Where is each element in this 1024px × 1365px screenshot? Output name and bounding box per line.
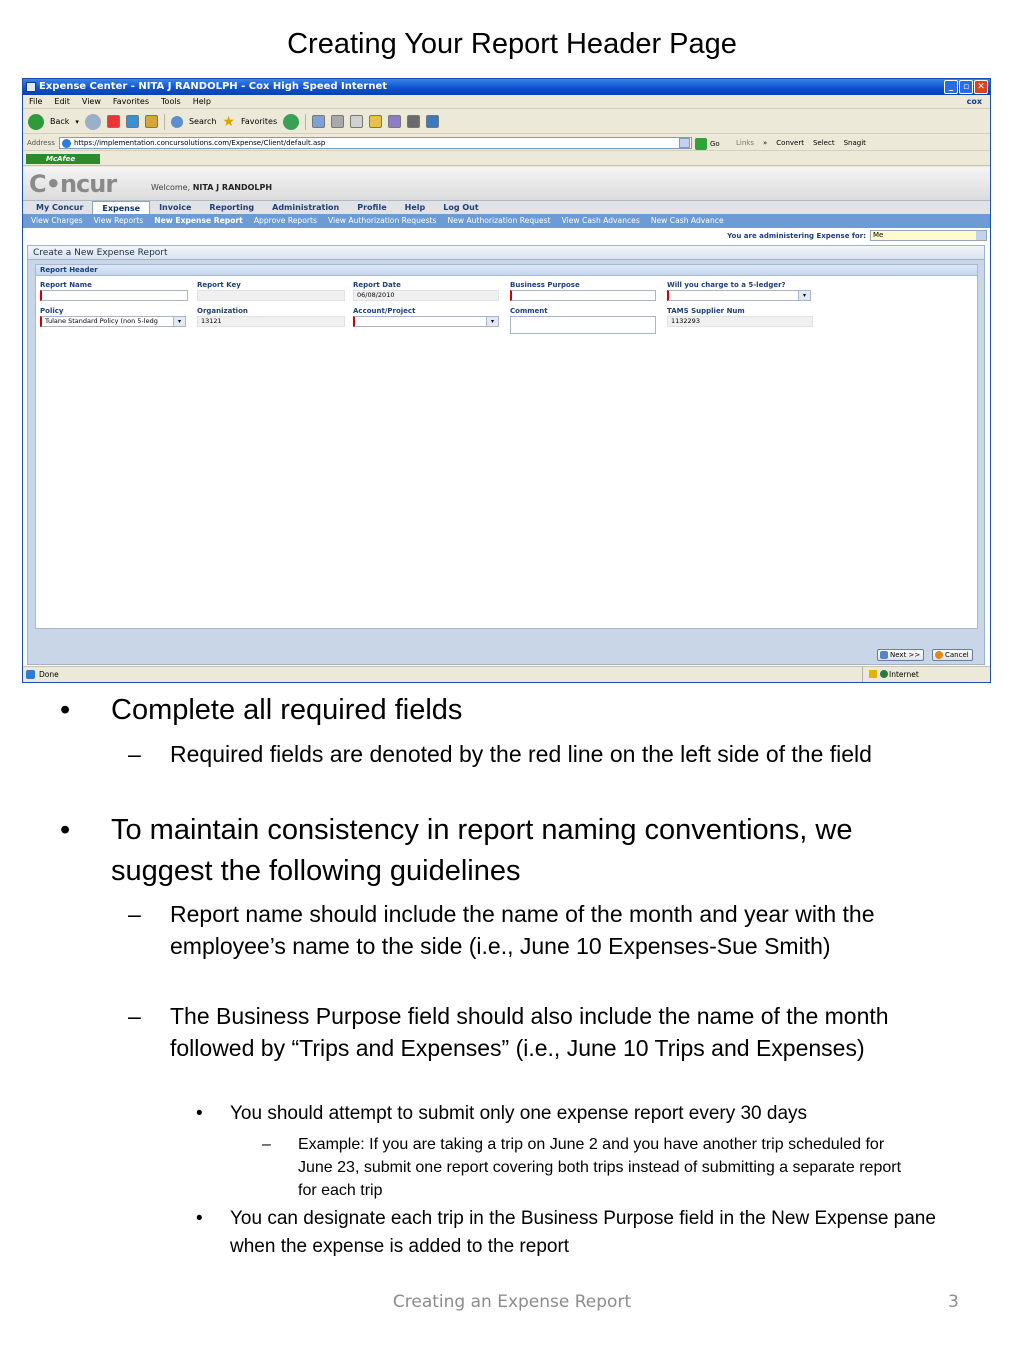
account-project-field bbox=[353, 307, 499, 327]
toolbar-separator bbox=[305, 114, 306, 130]
window-title: Expense Center - NITA J RANDOLPH - Cox High Speed Internet bbox=[39, 81, 388, 92]
cancel-label: Cancel bbox=[945, 651, 969, 659]
address-url: https://implementation.concursolutions.com/Expense/Client/default.asp bbox=[74, 139, 326, 147]
policy-label: Policy bbox=[40, 307, 64, 315]
subbullet-text: Report name should include the name of the month and year with the employee’s name to the side (i.e., June 10 Expenses-Sue Smith) bbox=[170, 901, 875, 959]
comment-label: Comment bbox=[510, 307, 548, 315]
status-bar bbox=[23, 666, 990, 682]
subnav-new-authorization-request[interactable]: New Authorization Request bbox=[447, 216, 551, 225]
bullet-required-fields bbox=[60, 690, 960, 731]
browser-toolbar bbox=[23, 110, 990, 134]
menu-favorites[interactable]: Favorites bbox=[112, 97, 150, 106]
policy-field bbox=[40, 307, 186, 327]
bullet-marker: • bbox=[60, 814, 71, 846]
business-purpose-input[interactable] bbox=[510, 290, 656, 301]
admin-selector bbox=[727, 230, 987, 241]
browser-window bbox=[22, 78, 991, 683]
business-purpose-field bbox=[510, 281, 656, 301]
concur-page bbox=[23, 167, 990, 667]
menu-edit[interactable]: Edit bbox=[54, 97, 70, 106]
subnav-view-cash-advances[interactable]: View Cash Advances bbox=[561, 216, 640, 225]
admin-label: You are administering Expense for: bbox=[727, 231, 866, 240]
report-key-value bbox=[197, 290, 345, 301]
tab-profile[interactable]: Profile bbox=[357, 203, 387, 212]
people-icon[interactable] bbox=[426, 115, 439, 128]
bullet-marker: • bbox=[196, 1208, 203, 1229]
favorites-label[interactable]: Favorites bbox=[240, 117, 278, 126]
chevron-down-icon: ▾ bbox=[486, 317, 498, 326]
account-project-label: Account/Project bbox=[353, 307, 416, 315]
subnav-approve-reports[interactable]: Approve Reports bbox=[253, 216, 317, 225]
menu-tools[interactable]: Tools bbox=[161, 97, 181, 106]
ie-app-icon bbox=[26, 82, 36, 92]
favorites-icon[interactable]: ★ bbox=[222, 113, 235, 130]
next-button[interactable] bbox=[877, 649, 924, 661]
tams-value: 1132293 bbox=[667, 316, 813, 327]
security-zone bbox=[862, 667, 990, 682]
example-text-block bbox=[262, 1133, 910, 1202]
example-text: Example: If you are taking a trip on June 2 and you have another trip scheduled for June 23, submit one report covering both trips instead of submitting a separate report for each trip bbox=[298, 1136, 902, 1199]
report-key-label: Report Key bbox=[197, 281, 241, 289]
subbullet-business-purpose bbox=[128, 1000, 940, 1064]
globe-icon bbox=[880, 670, 888, 678]
subbullet-red-line bbox=[128, 738, 940, 770]
bullet-naming-conventions bbox=[60, 810, 960, 892]
subsub-text: You should attempt to submit only one expense report every 30 days bbox=[230, 1103, 808, 1124]
comment-field bbox=[510, 307, 656, 334]
footer-title: Creating an Expense Report bbox=[392, 1292, 632, 1312]
next-label: Next >> bbox=[890, 651, 921, 659]
tab-help[interactable]: Help bbox=[404, 203, 426, 212]
subsub-designate-trip bbox=[196, 1205, 940, 1261]
edit-icon[interactable] bbox=[350, 115, 363, 128]
print-icon[interactable] bbox=[331, 115, 344, 128]
bullet-text: Complete all required fields bbox=[111, 694, 463, 726]
cox-logo: cox bbox=[966, 97, 982, 106]
go-button[interactable] bbox=[695, 136, 720, 152]
report-date-input[interactable]: 06/08/2010 bbox=[353, 290, 499, 301]
minimize-button[interactable]: _ bbox=[944, 80, 958, 94]
subnav-new-expense-report[interactable]: New Expense Report bbox=[154, 216, 243, 225]
create-report-panel bbox=[27, 245, 985, 665]
menu-view[interactable]: View bbox=[81, 97, 101, 106]
subnav-view-reports[interactable]: View Reports bbox=[93, 216, 144, 225]
address-dropdown-icon[interactable] bbox=[679, 138, 690, 148]
address-label: Address bbox=[27, 139, 55, 147]
account-project-select[interactable] bbox=[353, 316, 499, 327]
cancel-button[interactable] bbox=[932, 649, 973, 661]
chevron-down-icon: ▾ bbox=[173, 317, 185, 326]
history-icon[interactable] bbox=[283, 114, 299, 130]
menu-help[interactable]: Help bbox=[192, 97, 211, 106]
lock-icon bbox=[869, 670, 877, 678]
report-name-label: Report Name bbox=[40, 281, 92, 289]
links-label[interactable]: Links bbox=[736, 139, 754, 147]
mcafee-button[interactable]: McAfee bbox=[26, 154, 100, 164]
dash-marker: – bbox=[128, 1003, 141, 1029]
home-icon[interactable] bbox=[145, 115, 158, 128]
menu-file[interactable]: File bbox=[29, 97, 43, 106]
mail-icon[interactable] bbox=[312, 115, 325, 128]
back-icon[interactable] bbox=[28, 114, 44, 130]
subbullet-text: Required fields are denoted by the red line on the left side of the field bbox=[170, 741, 872, 767]
admin-value: Me bbox=[873, 231, 884, 239]
subbullet-report-name bbox=[128, 898, 950, 962]
panel-footer bbox=[28, 646, 984, 664]
section-title: Report Header bbox=[36, 265, 977, 276]
tab-log-out[interactable]: Log Out bbox=[443, 203, 479, 212]
toolbar-separator bbox=[164, 114, 165, 130]
subnav-view-authorization-requests[interactable]: View Authorization Requests bbox=[327, 216, 437, 225]
concur-header bbox=[23, 167, 990, 200]
page-number: 3 bbox=[948, 1292, 959, 1312]
tab-reporting[interactable]: Reporting bbox=[209, 203, 255, 212]
ledger-field bbox=[667, 281, 811, 301]
subbullet-text: The Business Purpose field should also include the name of the month followed by “Trips and Expenses” (i.e., June 10 Trips and Expenses) bbox=[170, 1003, 889, 1061]
concur-logo: C•ncur bbox=[29, 170, 117, 198]
snagit-button[interactable]: Snagit bbox=[843, 139, 866, 147]
messenger-icon[interactable] bbox=[407, 115, 420, 128]
dash-marker: – bbox=[128, 741, 141, 767]
convert-button[interactable]: Convert bbox=[776, 139, 804, 147]
maximize-button[interactable]: ▫ bbox=[959, 80, 973, 94]
report-date-field bbox=[353, 281, 499, 301]
slide-title: Creating Your Report Header Page bbox=[287, 28, 737, 60]
folder-icon[interactable] bbox=[369, 115, 382, 128]
dash-marker: – bbox=[128, 901, 141, 927]
back-dropdown-icon[interactable]: ▾ bbox=[75, 117, 79, 126]
select-button[interactable]: Select bbox=[812, 139, 835, 147]
report-header-form bbox=[35, 264, 978, 629]
page-done-icon bbox=[26, 670, 35, 679]
window-titlebar bbox=[23, 79, 990, 95]
comment-textarea[interactable] bbox=[510, 316, 656, 334]
welcome-name: NITA J RANDOLPH bbox=[192, 183, 273, 192]
sub-nav bbox=[23, 214, 990, 228]
welcome-text bbox=[151, 183, 272, 192]
report-name-input[interactable] bbox=[40, 290, 188, 301]
zone-label: Internet bbox=[889, 670, 919, 679]
chevron-down-icon bbox=[976, 231, 986, 240]
search-label[interactable]: Search bbox=[188, 117, 217, 126]
refresh-icon[interactable] bbox=[126, 115, 139, 128]
chevron-icon[interactable]: » bbox=[762, 139, 768, 147]
business-purpose-label: Business Purpose bbox=[510, 281, 580, 289]
back-label[interactable]: Back bbox=[50, 117, 70, 126]
admin-select[interactable] bbox=[870, 230, 987, 241]
subnav-view-charges[interactable]: View Charges bbox=[31, 216, 83, 225]
address-input[interactable] bbox=[59, 137, 692, 149]
dash-marker: – bbox=[262, 1136, 271, 1153]
ledger-select[interactable] bbox=[667, 290, 811, 301]
save-icon bbox=[880, 651, 888, 659]
subsub-one-report bbox=[196, 1100, 940, 1128]
subnav-new-cash-advance[interactable]: New Cash Advance bbox=[650, 216, 724, 225]
organization-value: 13121 bbox=[197, 316, 345, 327]
tab-my-concur[interactable]: My Concur bbox=[36, 203, 84, 212]
report-key-field bbox=[197, 281, 345, 301]
bullet-marker: • bbox=[196, 1103, 203, 1124]
address-bar bbox=[23, 135, 990, 151]
bullet-marker: • bbox=[60, 694, 71, 726]
bullet-text: To maintain consistency in report naming conventions, we suggest the following guidelines bbox=[111, 814, 853, 887]
organization-field bbox=[197, 307, 345, 327]
tams-field bbox=[667, 307, 813, 327]
mcafee-toolbar bbox=[23, 152, 990, 166]
cancel-icon bbox=[935, 651, 943, 659]
tab-expense[interactable]: Expense bbox=[92, 201, 150, 214]
go-label: Go bbox=[710, 140, 720, 148]
welcome-prefix: Welcome, bbox=[151, 183, 191, 192]
panel-title: Create a New Expense Report bbox=[28, 246, 984, 260]
tams-label: TAMS Supplier Num bbox=[667, 307, 745, 315]
page-icon bbox=[62, 139, 71, 148]
status-text: Done bbox=[39, 670, 59, 679]
search-icon[interactable] bbox=[171, 116, 183, 128]
tab-administration[interactable]: Administration bbox=[272, 203, 340, 212]
close-button[interactable]: ✕ bbox=[974, 80, 988, 94]
go-arrow-icon bbox=[695, 138, 707, 150]
ledger-label: Will you charge to a 5-ledger? bbox=[667, 281, 786, 289]
main-tabs bbox=[23, 200, 990, 214]
policy-select[interactable] bbox=[40, 316, 186, 327]
organization-label: Organization bbox=[197, 307, 248, 315]
tab-invoice[interactable]: Invoice bbox=[159, 203, 192, 212]
research-icon[interactable] bbox=[388, 115, 401, 128]
report-date-label: Report Date bbox=[353, 281, 401, 289]
report-name-field bbox=[40, 281, 188, 301]
menu-bar bbox=[23, 95, 990, 109]
chevron-down-icon: ▾ bbox=[798, 291, 810, 300]
forward-icon[interactable] bbox=[85, 114, 101, 130]
stop-icon[interactable] bbox=[107, 115, 120, 128]
policy-value: Tulane Standard Policy (non 5-ledg bbox=[45, 317, 158, 325]
subsub-text: You can designate each trip in the Business Purpose field in the New Expense pane when the expense is added to the report bbox=[230, 1208, 936, 1257]
